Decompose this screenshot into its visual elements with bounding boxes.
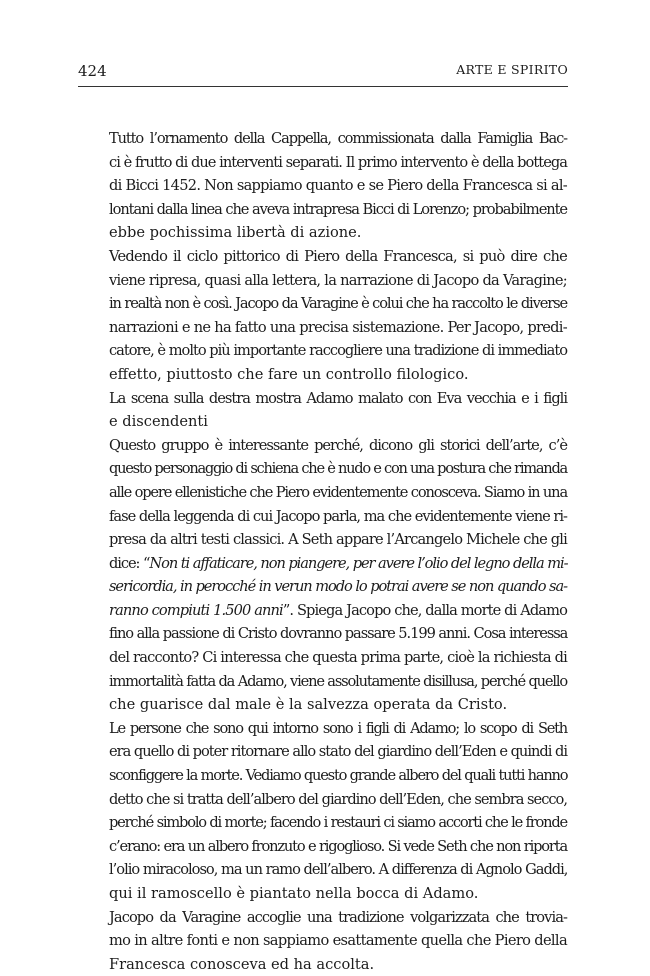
- quote-lead: dice: “: [109, 554, 150, 572]
- text-line: alle opere ellenistiche che Piero evidentemente conosceva. Siamo in una: [109, 483, 567, 501]
- text-line: lontani dalla linea che aveva intrapresa Bicci di Lorenzo; probabilmente: [109, 200, 567, 218]
- text-line: Questo gruppo è interessante perché, dicono gli storici dell’arte, c’è: [109, 436, 567, 454]
- text-line: ci è frutto di due interventi separati. Il primo intervento è della bottega: [109, 153, 567, 171]
- text-line: Le persone che sono qui intorno sono i figli di Adamo; lo scopo di Seth: [109, 719, 567, 737]
- text-line: di Bicci 1452. Non sappiamo quanto e se Piero della Francesca si al-: [109, 177, 567, 195]
- text-line: Vedendo il ciclo pittorico di Piero della Francesca, si può dire che: [109, 247, 567, 265]
- text-line: Jacopo da Varagine accoglie una tradizione volgarizzata che trovia-: [109, 908, 567, 926]
- paragraph-4: [87, 434, 567, 717]
- text-line: in realtà non è così. Jacopo da Varagine è colui che ha raccolto le diverse: [109, 295, 567, 313]
- text-line: effetto, piuttosto che fare un controllo filologico.: [109, 365, 469, 383]
- text-line: sconfiggere la morte. Vediamo questo grande albero del quali tutti hanno: [109, 767, 568, 785]
- text-line: qui il ramoscello è piantato nella bocca di Adamo.: [109, 885, 479, 902]
- paragraph-1: [87, 127, 567, 245]
- text-line: fase della leggenda di cui Jacopo parla, ma che evidentemente viene ri-: [109, 507, 567, 525]
- paragraph-2: [87, 245, 567, 387]
- text-line: fino alla passione di Cristo dovranno passare 5.199 anni. Cosa interessa: [109, 625, 568, 643]
- text-line: mo in altre fonti e non sappiamo esattamente quella che Piero della: [109, 932, 567, 950]
- text-line: questo personaggio di schiena che è nudo e con una postura che rimanda: [109, 460, 567, 478]
- text-line: narrazioni e ne ha fatto una precisa sistemazione. Per Jacopo, predi-: [109, 318, 567, 336]
- header-rule: [78, 86, 568, 87]
- paragraph-3: [87, 387, 567, 434]
- text-line: La scena sulla destra mostra Adamo malato con Eva vecchia e i figli: [109, 389, 567, 407]
- running-title: ARTE E SPIRITO: [456, 62, 568, 77]
- paragraph-5: [87, 717, 567, 906]
- quote-line: [87, 575, 567, 599]
- text-line: c’erano: era un albero fronzuto e rigoglioso. Si vede Seth che non riporta: [109, 837, 567, 855]
- text-line: e discendenti: [109, 413, 208, 431]
- text-line: detto che si tratta dell’albero del giardino dell’Eden, che sembra secco,: [109, 790, 567, 808]
- text-line: che guarisce dal male è la salvezza operata da Cristo.: [109, 696, 508, 714]
- text-line: del racconto? Ci interessa che questa prima parte, cioè la richiesta di: [109, 649, 567, 667]
- text-line: perché simbolo di morte; facendo i restauri ci siamo accorti che le fronde: [109, 814, 567, 832]
- page-header: [78, 62, 568, 82]
- text-line: immortalità fatta da Adamo, viene assolutamente disillusa, perché quello: [109, 672, 567, 690]
- text-line: presa da altri testi classici. A Seth appare l’Arcangelo Michele che gli: [109, 531, 567, 549]
- text-line: catore, è molto più importante raccogliere una tradizione di immediato: [109, 342, 567, 360]
- quote-text: Non ti affaticare, non piangere, per avere l’olio del legno della mi-: [149, 554, 568, 572]
- text-line: Tutto l’ornamento della Cappella, commissionata dalla Famiglia Bac-: [109, 130, 567, 147]
- text-line: era quello di poter ritornare allo stato del giardino dell’Eden e quindi di: [109, 743, 567, 761]
- text-line: Francesca conosceva ed ha accolta.: [109, 955, 375, 973]
- body-text: [87, 127, 567, 976]
- paragraph-6: [87, 906, 567, 976]
- quote-line: [87, 599, 567, 623]
- quote-text: ranno compiuti 1.500 anni: [109, 601, 283, 619]
- text-line: viene ripresa, quasi alla lettera, la narrazione di Jacopo da Varagine;: [109, 271, 567, 289]
- page-number: 424: [78, 62, 107, 80]
- quote-text: sericordia, in perocché in verun modo lo potrai avere se non quando sa-: [109, 578, 567, 596]
- quote-line: [87, 552, 567, 576]
- quote-tail: ”. Spiega Jacopo che, dalla morte di Adamo: [282, 601, 567, 619]
- text-line: ebbe pochissima libertà di azione.: [109, 224, 362, 242]
- text-line: l’olio miracoloso, ma un ramo dell’albero. A differenza di Agnolo Gaddi,: [109, 861, 568, 879]
